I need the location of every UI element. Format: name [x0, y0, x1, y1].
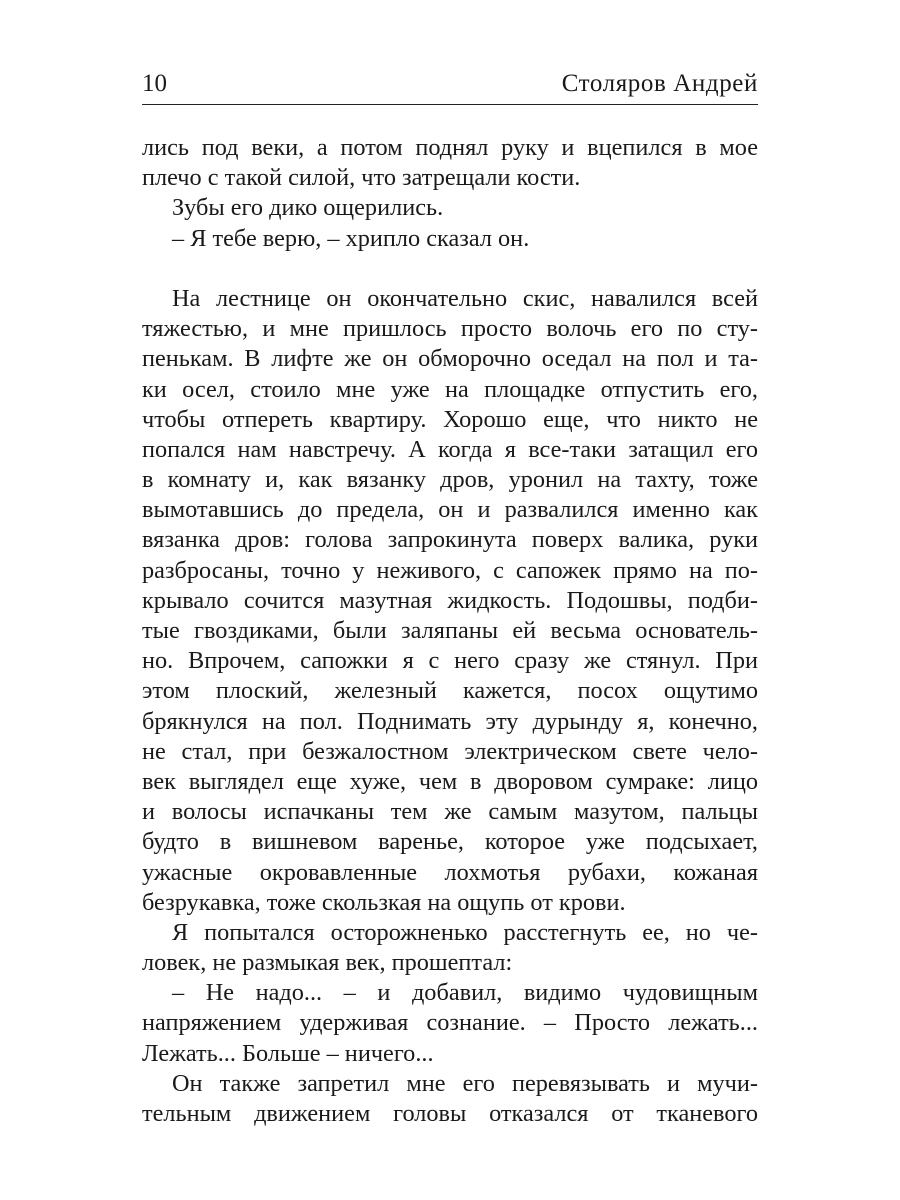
- body-text: [142, 133, 758, 1129]
- text-line: брякнулся на пол. Поднимать эту дурынду я, конечно,: [142, 707, 758, 735]
- text-line: ки осел, стоило мне уже на площадке отпустить его,: [142, 375, 758, 403]
- running-title: Столяров Андрей: [561, 70, 758, 97]
- text-line: ловек, не размыкая век, прошептал:: [142, 949, 513, 977]
- text-line: напряжением удерживая сознание. – Просто лежать...: [142, 1009, 758, 1037]
- text-line: не стал, при безжалостном электрическом свете чело-: [142, 737, 758, 765]
- header-rule: [142, 104, 758, 105]
- page-number: 10: [142, 70, 167, 97]
- text-line: лись под веки, а потом поднял руку и вцепился в мое: [142, 134, 758, 161]
- text-line: пенькам. В лифте же он обморочно оседал на пол и та-: [142, 345, 758, 373]
- text-line: Он также запретил мне его перевязывать и мучи-: [172, 1069, 758, 1097]
- text-line: и волосы испачканы тем же самым мазутом, пальцы: [142, 798, 758, 826]
- text-line: чтобы отпереть квартиру. Хорошо еще, что никто не: [142, 405, 758, 433]
- text-line: ужасные окровавленные лохмотья рубахи, кожаная: [142, 858, 758, 886]
- text-line: Зубы его дико ощерились.: [172, 194, 444, 222]
- page-header: [142, 66, 758, 102]
- text-line: плечо с такой силой, что затрещали кости.: [142, 164, 581, 192]
- text-line: – Не надо... – и добавил, видимо чудовищным: [172, 979, 758, 1007]
- section-break: [142, 254, 758, 284]
- text-line: в комнату и, как вязанку дров, уронил на тахту, тоже: [142, 466, 758, 494]
- text-line: крывало сочится мазутная жидкость. Подошвы, подби-: [142, 586, 758, 614]
- text-line: попался нам навстречу. А когда я все-таки затащил его: [142, 435, 758, 463]
- text-line: безрукавка, тоже скользкая на ощупь от крови.: [142, 888, 626, 916]
- text-line: На лестнице он окончательно скис, навалился всей: [172, 284, 758, 312]
- text-line: Я попытался осторожненько расстегнуть ее, но че-: [172, 918, 758, 946]
- text-line: тые гвоздиками, были заляпаны ей весьма основатель-: [142, 617, 758, 644]
- text-line: вязанка дров: голова запрокинута поверх валика, руки: [142, 526, 758, 554]
- text-line: вымотавшись до предела, он и развалился именно как: [142, 496, 758, 524]
- text-line: будто в вишневом варенье, которое уже подсыхает,: [142, 828, 758, 856]
- text-line: Лежать... Больше – ничего...: [142, 1039, 434, 1067]
- text-line: – Я тебе верю, – хрипло сказал он.: [172, 224, 530, 252]
- text-line: разбросаны, точно у неживого, с сапожек прямо на по-: [142, 556, 758, 584]
- text-line: тяжестью, и мне пришлось просто волочь его по сту-: [142, 315, 758, 343]
- text-line: тельным движением головы отказался от тканевого: [142, 1100, 758, 1127]
- text-line: век выглядел еще хуже, чем в дворовом сумраке: лицо: [142, 767, 758, 795]
- text-line: этом плоский, железный кажется, посох ощутимо: [142, 677, 758, 705]
- text-line: но. Впрочем, сапожки я с него сразу же стянул. При: [142, 647, 758, 675]
